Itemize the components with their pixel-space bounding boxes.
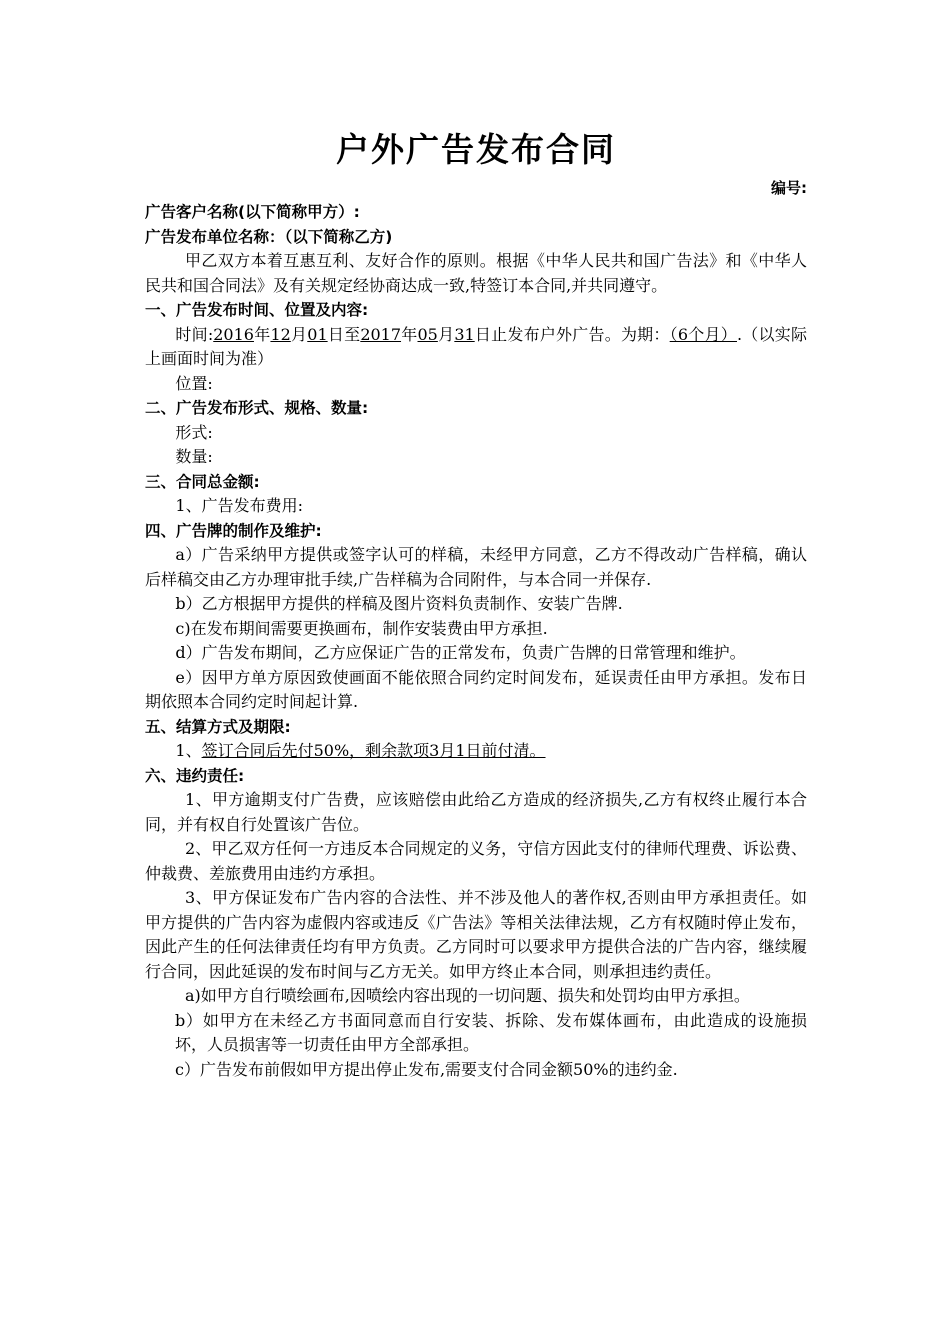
settlement-item-1-text: 签订合同后先付50%，剩余款项3月1日前付清。 <box>201 741 546 760</box>
year-char-1: 年 <box>253 324 271 344</box>
section-3-heading: 三、合同总金额: <box>145 472 260 491</box>
contract-body <box>145 124 807 1082</box>
end-year: 2017 <box>360 324 402 344</box>
intro-paragraph: 甲乙双方本着互惠互利、友好合作的原则。根据《中华人民共和国广告法》和《中华人民共和国合同法》及有关规定经协商达成一致,特签订本合同,并共同遵守。 <box>145 251 807 295</box>
clause-4b: b）乙方根据甲方提供的样稿及图片资料负责制作、安装广告牌. <box>175 594 623 613</box>
publish-fee-label: 1、广告发布费用: <box>175 496 303 515</box>
year-char-2: 年 <box>401 324 418 344</box>
publisher-name-label: 广告发布单位名称：（以下简称乙方) <box>145 227 393 246</box>
start-day: 01 <box>307 324 328 344</box>
end-day: 31 <box>454 324 475 344</box>
month-char-2: 月 <box>437 324 455 344</box>
client-name-label: 广告客户名称(以下简称甲方）: <box>145 203 360 221</box>
settlement-item-1 <box>145 739 807 764</box>
location-label: 位置: <box>175 373 213 393</box>
section-6-heading: 六、违约责任: <box>145 766 245 785</box>
clause-4c: c)在发布期间需要更换画布，制作安装费由甲方承担. <box>175 618 548 638</box>
liability-item-1: 1、甲方逾期支付广告费，应该赔偿由此给乙方造成的经济损失,乙方有权终止履行本合同，并有权自行处置该广告位。 <box>145 790 807 834</box>
section-5-heading: 五、结算方式及期限: <box>145 717 291 736</box>
liability-clause-c: c）广告发布前假如甲方提出停止发布,需要支付合同金额50%的违约金. <box>175 1059 678 1079</box>
time-prefix: 时间: <box>175 324 214 344</box>
time-suffix: 日止发布户外广告。为期： <box>474 324 670 344</box>
time-note: .（以实际上画面时间为准） <box>145 324 807 368</box>
month-char-1: 月 <box>290 324 308 344</box>
clause-4a: a）广告采纳甲方提供或签字认可的样稿，未经甲方同意，乙方不得改动广告样稿，确认后样稿交由乙方办理审批手续,广告样稿为合同附件，与本合同一并保存. <box>145 545 807 589</box>
settlement-item-1-number: 1、 <box>175 741 202 760</box>
section-4-heading: 四、广告牌的制作及维护: <box>145 521 322 540</box>
serial-number-label: 编号: <box>771 179 807 197</box>
day-to: 日至 <box>327 324 361 344</box>
liability-item-3: 3、甲方保证发布广告内容的合法性、并不涉及他人的著作权,否则由甲方承担责任。如甲方提供的广告内容为虚假内容或违反《广告法》等相关法律法规，乙方有权随时停止发布，因此产生的任何法律责任均有甲方负责。乙方同时可以要求甲方提供合法的广告内容，继续履行合同，因此延误的发布时间与乙方无关。如甲方终止本合同，则承担违约责任。 <box>145 888 807 981</box>
start-month: 12 <box>270 324 291 344</box>
end-month: 05 <box>417 324 438 344</box>
start-year: 2016 <box>213 324 254 344</box>
clause-4d: d）广告发布期间，乙方应保证广告的正常发布，负责广告牌的日常管理和维护。 <box>175 643 746 662</box>
publish-time-line <box>145 323 807 372</box>
liability-item-2: 2、甲乙双方任何一方违反本合同规定的义务，守信方因此支付的律师代理费、诉讼费、仲裁费、差旅费用由违约方承担。 <box>145 839 807 883</box>
clause-4e: e）因甲方单方原因致使画面不能依照合同约定时间发布，延误责任由甲方承担。发布日期依照本合同约定时间起计算. <box>145 667 807 711</box>
liability-clause-b: b）如甲方在未经乙方书面同意而自行安装、拆除、发布媒体画布，由此造成的设施损坏，人员损害等一切责任由甲方全部承担。 <box>175 1010 807 1054</box>
form-label: 形式: <box>175 422 213 442</box>
page-title: 户外广告发布合同 <box>336 130 616 169</box>
liability-clause-a: a)如甲方自行喷绘画布,因喷绘内容出现的一切问题、损失和处罚均由甲方承担。 <box>185 986 750 1005</box>
publish-period: （6个月） <box>669 324 737 344</box>
section-1-heading: 一、广告发布时间、位置及内容: <box>145 301 369 319</box>
quantity-label: 数量: <box>175 447 213 466</box>
section-2-heading: 二、广告发布形式、规格、数量: <box>145 399 369 417</box>
